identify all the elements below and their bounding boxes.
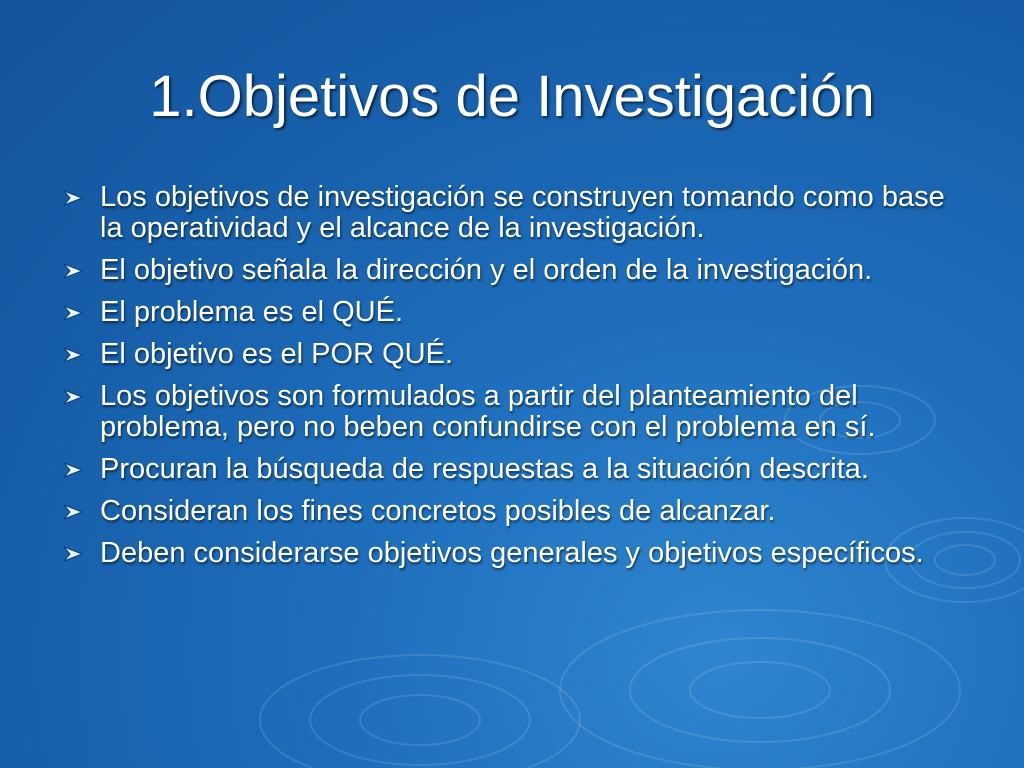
list-item [60,339,960,370]
list-item [60,496,960,527]
bullet-list [60,182,960,580]
bullet-text: El objetivo es el POR QUÉ. [100,338,453,370]
list-item [60,538,960,569]
list-item [60,182,960,244]
bullet-text: Consideran los fines concretos posibles de alcanzar. [100,495,776,527]
arrowhead-bullet-icon [62,462,84,478]
arrowhead-bullet-icon [62,504,84,520]
list-item [60,255,960,286]
arrowhead-bullet-icon [62,305,84,321]
arrowhead-bullet-icon [62,263,84,279]
bullet-text: Deben considerarse objetivos generales y objetivos específicos. [100,537,924,569]
arrowhead-bullet-icon [62,389,84,405]
bullet-text: El objetivo señala la dirección y el orden de la investigación. [100,254,873,286]
arrowhead-bullet-icon [62,190,84,206]
bullet-text: Los objetivos son formulados a partir del planteamiento del problema, pero no beben confundirse con el problema en sí. [100,380,876,443]
slide-title: 1.Objetivos de Investigación [149,64,875,129]
list-item [60,381,960,443]
arrowhead-bullet-icon [62,347,84,363]
bullet-text: Procuran la búsqueda de respuestas a la situación descrita. [100,453,869,485]
list-item [60,297,960,328]
arrowhead-bullet-icon [62,546,84,562]
bullet-text: Los objetivos de investigación se construyen tomando como base la operatividad y el alcance de la investigación. [100,181,945,244]
bullet-text: El problema es el QUÉ. [100,296,404,328]
list-item [60,454,960,485]
